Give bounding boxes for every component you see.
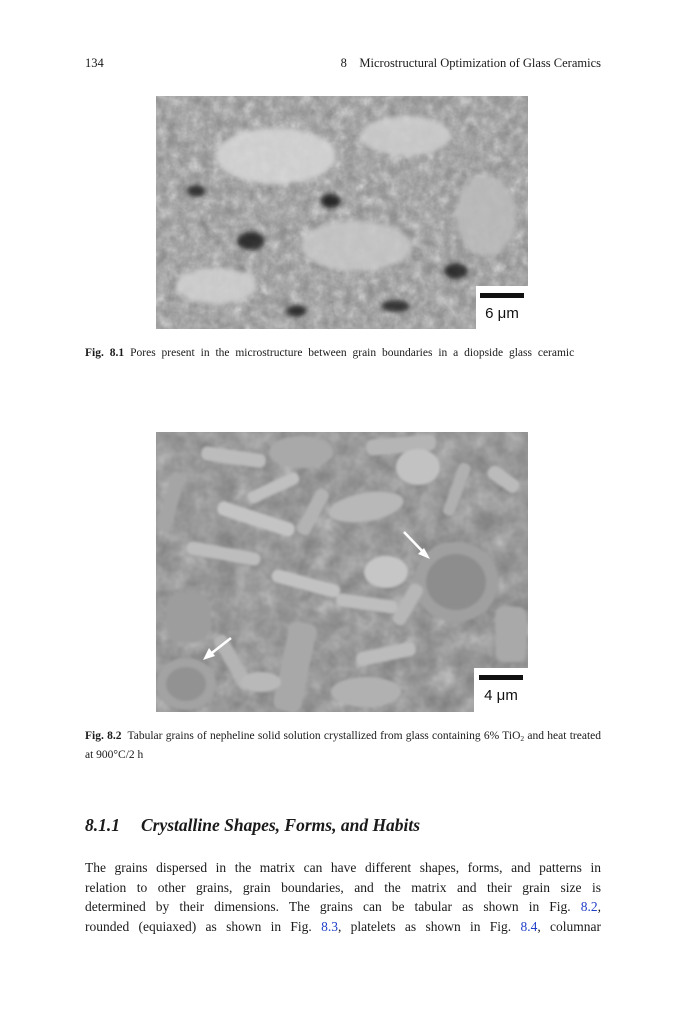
paragraph-line-4-text-c: , columnar: [537, 918, 601, 934]
paragraph-line-4-text-a: rounded (equiaxed) as shown in Fig.: [85, 918, 322, 934]
paragraph-line-3: [85, 897, 601, 917]
paragraph-line-4-text-b: , platelets as shown in Fig.: [337, 918, 521, 934]
paragraph-line-2: relation to other grains, grain boundaries, and the matrix and their grain size is: [85, 879, 601, 895]
paragraph-line-3-text: determined by their dimensions. The grains can be tabular as shown in Fig.: [85, 899, 581, 914]
figure-8-2-scale-bar: 4 μm: [484, 687, 518, 704]
body-paragraph: [85, 858, 601, 936]
figure-8-4-link[interactable]: 8.4: [520, 918, 538, 934]
figure-8-1-label: Fig. 8.1: [85, 347, 125, 359]
figure-8-1-caption: [85, 345, 601, 361]
paragraph-line-1: The grains dispersed in the matrix can have different shapes, forms, and patterns in: [85, 860, 601, 875]
figure-8-2-caption-subscript: 2: [520, 734, 525, 743]
running-head: [85, 56, 601, 72]
figure-8-2-label: Fig. 8.2: [85, 730, 122, 742]
page-number: 134: [85, 56, 104, 70]
paragraph-line-4: [85, 917, 601, 937]
figure-8-2-micrograph: [156, 432, 528, 712]
figure-8-3-link[interactable]: 8.3: [321, 918, 338, 934]
figure-8-2-caption: [85, 728, 601, 763]
section-title: Crystalline Shapes, Forms, and Habits: [141, 815, 421, 835]
section-heading: [85, 815, 601, 836]
section-number: 8.1.1: [85, 815, 120, 835]
paragraph-line-3-end: ,: [597, 899, 601, 914]
figure-8-1-scale-bar: 6 μm: [485, 305, 519, 322]
chapter-title: 8 Microstructural Optimization of Glass Ceramics: [340, 56, 601, 70]
figure-8-1-caption-text: Pores present in the microstructure between grain boundaries in a diopside glass ceramic: [130, 347, 575, 359]
figure-8-2-caption-text-a: Tabular grains of nepheline solid solution crystallized from glass containing 6% TiO: [127, 730, 521, 742]
figure-8-1-micrograph: [156, 96, 528, 329]
figure-8-2-caption-text-b: and heat treated at 900°C/2 h: [85, 730, 601, 761]
figure-8-2-link[interactable]: 8.2: [580, 899, 598, 914]
